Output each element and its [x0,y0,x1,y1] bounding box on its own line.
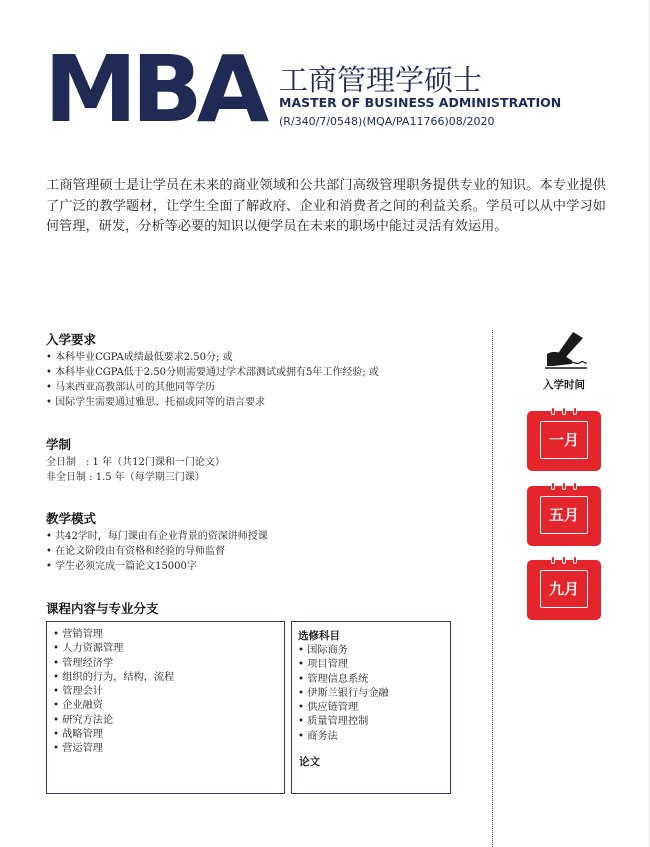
intake-month: 九月 [548,580,579,598]
list-item: • 共42学时，每门课由有企业背景的资深讲师授课 [46,529,268,544]
list-item: • 营销管理 [53,628,278,642]
calendar-ring-icon [562,556,566,564]
list-item: • 在论文阶段由有资格和经验的导师监督 [46,544,268,559]
mba-logo: MBA [44,36,264,143]
list-item: • 质量管理控制 [298,715,444,729]
list-item: • 本科毕业CGPA低于2.50分则需要通过学术部测试或拥有5年工作经验; 或 [46,365,379,380]
list-item: • 营运管理 [53,742,278,756]
intake-month: 五月 [548,506,579,524]
dotted-divider [492,330,493,847]
calendar-ring-icon [562,407,566,415]
accreditation-code: (R/340/7/0548)(MQA/PA11766)08/2020 [279,115,495,128]
elective-courses-list [298,644,444,744]
teaching-mode-list [46,529,268,574]
list-item: • 组织的行为，结构，流程 [53,671,278,685]
list-item: • 国际学生需要通过雅思、托福或同等的语言要求 [46,395,379,410]
intake-month-card [527,411,601,471]
list-item: • 商务法 [298,730,444,744]
list-item: • 管理信息系统 [298,673,444,687]
teaching-mode-title: 教学模式 [46,511,97,526]
list-item: • 伊斯兰银行与金融 [298,687,444,701]
thesis-label: 论文 [299,756,320,768]
requirements-title: 入学要求 [46,332,97,347]
list-item: • 管理经济学 [53,657,278,671]
list-item: • 战略管理 [53,728,278,742]
courses-title: 课程内容与专业分支 [46,601,159,616]
program-title-cn: 工商管理学硕士 [279,63,483,97]
list-item: • 本科毕业CGPA成绩最低要求2.50分; 或 [46,350,379,365]
intake-month-card [527,486,601,546]
requirements-section [46,330,379,410]
intake-label: 入学时间 [543,379,585,391]
teaching-mode-section [46,509,268,574]
list-item: • 学生必须完成一篇论文15000字 [46,559,268,574]
list-item: • 供应链管理 [298,701,444,715]
calendar-ring-icon [573,556,577,564]
list-item: • 管理会计 [53,685,278,699]
intro-paragraph: 工商管理硕士是让学员在未来的商业领域和公共部门高级管理职务提供专业的知识。本专业提供了广泛的教学题材，让学生全面了解政府、企业和消费者之间的利益关系。学员可以从中学习如何管理，研发，分析等必要的知识以便学员在未来的职场中能过灵活有效运用。 [46,178,606,234]
list-item: • 马来西亚高教部认可的其他同等学历 [46,380,379,395]
list-item: • 国际商务 [298,644,444,658]
calendar-ring-icon [562,482,566,490]
list-item: • 研究方法论 [53,714,278,728]
list-item: • 企业融资 [53,699,278,713]
calendar-ring-icon [551,556,555,564]
signing-hand-icon [543,330,589,370]
elective-title: 选修科目 [298,630,340,642]
list-item: • 项目管理 [298,658,444,672]
requirements-list [46,350,379,410]
calendar-ring-icon [551,482,555,490]
full-time-line: 全日制 : 1 年（共12门课和一门论文） [46,457,225,468]
core-courses-box [46,621,285,794]
elective-courses-box [291,621,451,794]
list-item: • 人力资源管理 [53,642,278,656]
calendar-ring-icon [573,482,577,490]
calendar-ring-icon [551,407,555,415]
program-title-en: MASTER OF BUSINESS ADMINISTRATION [279,95,562,110]
part-time-line: 非全日制 : 1.5 年（每学期三门课） [46,472,205,483]
duration-section [46,435,225,485]
intake-month: 一月 [548,431,579,449]
calendar-ring-icon [573,407,577,415]
duration-title: 学制 [46,437,72,452]
core-courses-list [53,628,278,757]
intake-month-card [527,560,601,620]
